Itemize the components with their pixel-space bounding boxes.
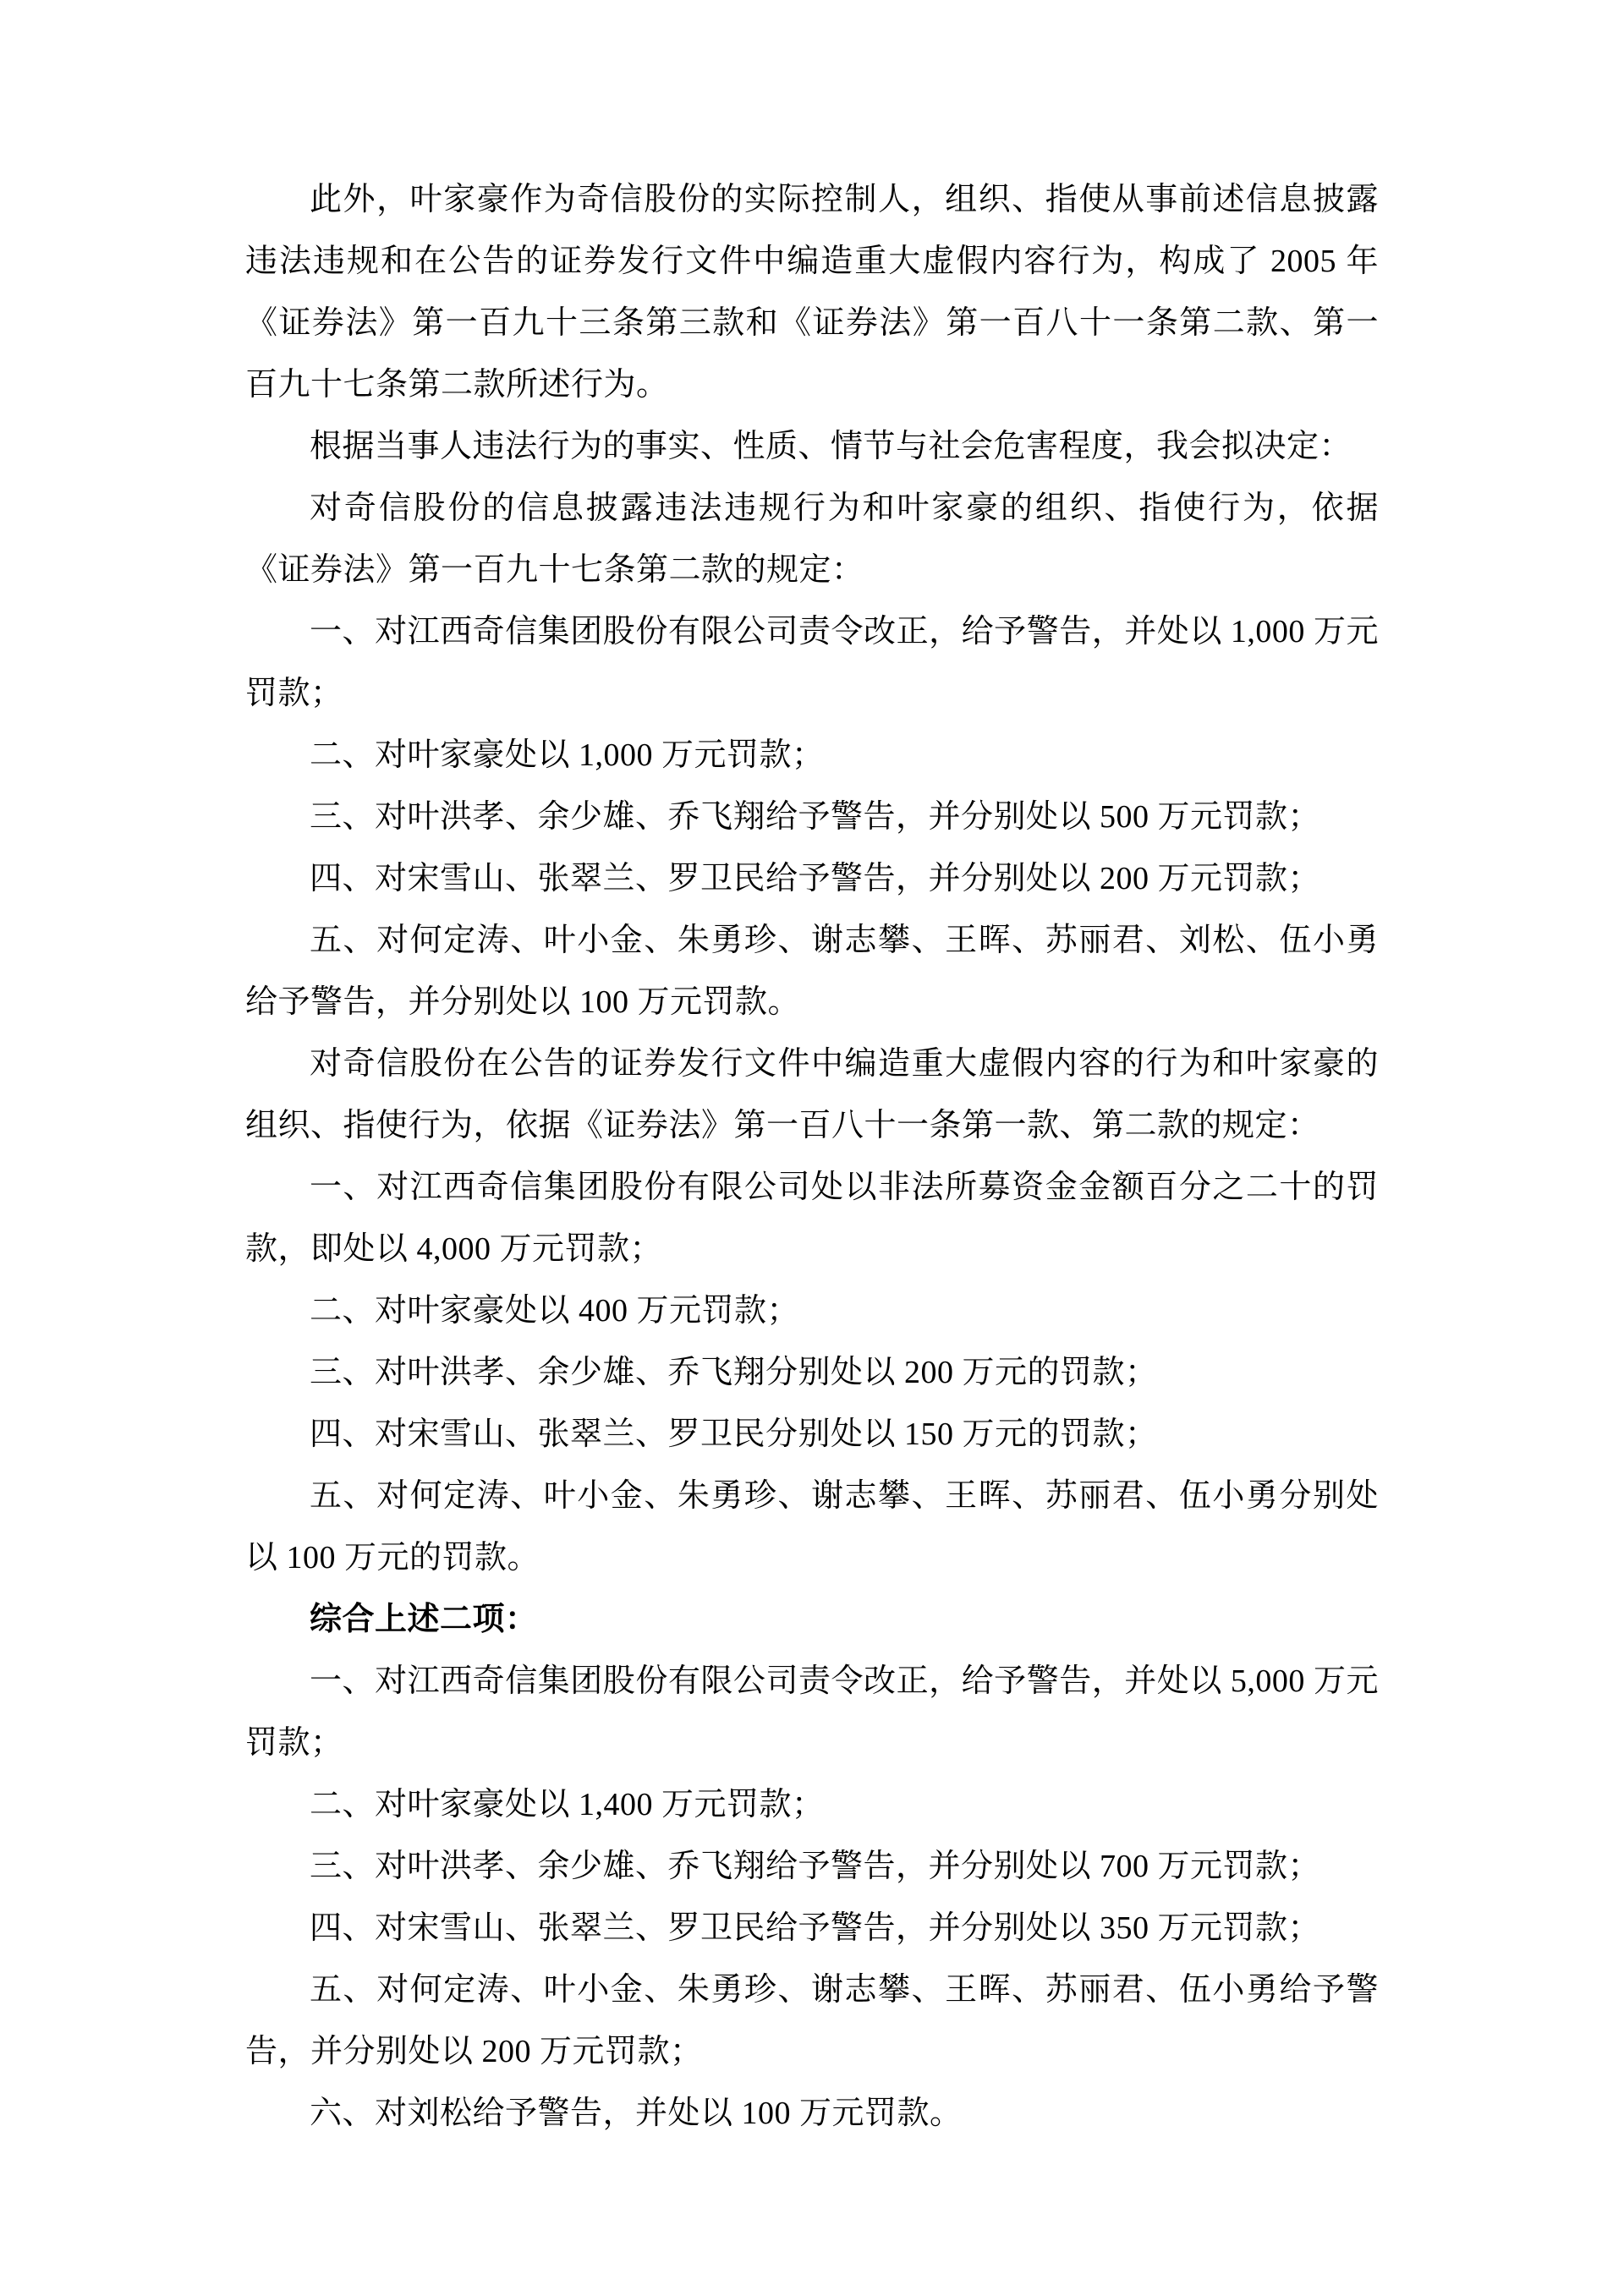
list1-item-4: 四、对宋雪山、张翠兰、罗卫民给予警告，并分别处以 200 万元罚款； (310, 861, 1321, 896)
list2-item-1: 一、对江西奇信集团股份有限公司处以非法所募资金金额百分之二十的罚款，即处以 4,000 万元罚款； (245, 1170, 1379, 1267)
paragraph-fabrication-penalty-intro: 对奇信股份在公告的证券发行文件中编造重大虚假内容的行为和叶家豪的组织、指使行为，依据《证券法》第一百八十一条第一款、第二款的规定： (245, 1046, 1379, 1143)
list1-item-1: 一、对江西奇信集团股份有限公司责令改正，给予警告，并处以 1,000 万元罚款； (245, 614, 1379, 711)
paragraph-violation-summary: 此外，叶家豪作为奇信股份的实际控制人，组织、指使从事前述信息披露违法违规和在公告的证券发行文件中编造重大虚假内容行为，构成了 2005 年《证券法》第一百九十三条第三款和《证券法》第一百八十一条第二款、第一百九十七条第二款所述行为。 (245, 182, 1379, 403)
paragraph-disclosure-penalty-intro: 对奇信股份的信息披露违法违规行为和叶家豪的组织、指使行为，依据《证券法》第一百九十七条第二款的规定： (245, 490, 1379, 588)
list1-item-2: 二、对叶家豪处以 1,000 万元罚款； (310, 737, 825, 773)
list3-item-3: 三、对叶洪孝、余少雄、乔飞翔给予警告，并分别处以 700 万元罚款； (310, 1849, 1321, 1884)
list1-item-3: 三、对叶洪孝、余少雄、乔飞翔给予警告，并分别处以 500 万元罚款； (310, 799, 1321, 835)
list2-item-5: 五、对何定涛、叶小金、朱勇珍、谢志攀、王晖、苏丽君、伍小勇分别处以 100 万元的罚款。 (245, 1478, 1379, 1575)
paragraph-decision-basis: 根据当事人违法行为的事实、性质、情节与社会危害程度，我会拟决定： (310, 429, 1352, 464)
list2-item-4: 四、对宋雪山、张翠兰、罗卫民分别处以 150 万元的罚款； (310, 1417, 1158, 1452)
list3-item-6: 六、对刘松给予警告，并处以 100 万元罚款。 (310, 2096, 963, 2131)
list2-item-2: 二、对叶家豪处以 400 万元罚款； (310, 1293, 800, 1329)
list2-item-3: 三、对叶洪孝、余少雄、乔飞翔分别处以 200 万元的罚款； (310, 1355, 1158, 1390)
list1-item-5: 五、对何定涛、叶小金、朱勇珍、谢志攀、王晖、苏丽君、刘松、伍小勇给予警告，并分别处以 100 万元罚款。 (245, 923, 1379, 1020)
list3-item-4: 四、对宋雪山、张翠兰、罗卫民给予警告，并分别处以 350 万元罚款； (310, 1910, 1321, 1946)
document-body-text (245, 169, 1379, 2145)
list3-item-1: 一、对江西奇信集团股份有限公司责令改正，给予警告，并处以 5,000 万元罚款； (245, 1663, 1379, 1761)
list3-item-5: 五、对何定涛、叶小金、朱勇珍、谢志攀、王晖、苏丽君、伍小勇给予警告，并分别处以 200 万元罚款； (245, 1972, 1379, 2069)
heading-combined-penalties: 综合上述二项： (310, 1602, 538, 1637)
list3-item-2: 二、对叶家豪处以 1,400 万元罚款； (310, 1787, 825, 1822)
